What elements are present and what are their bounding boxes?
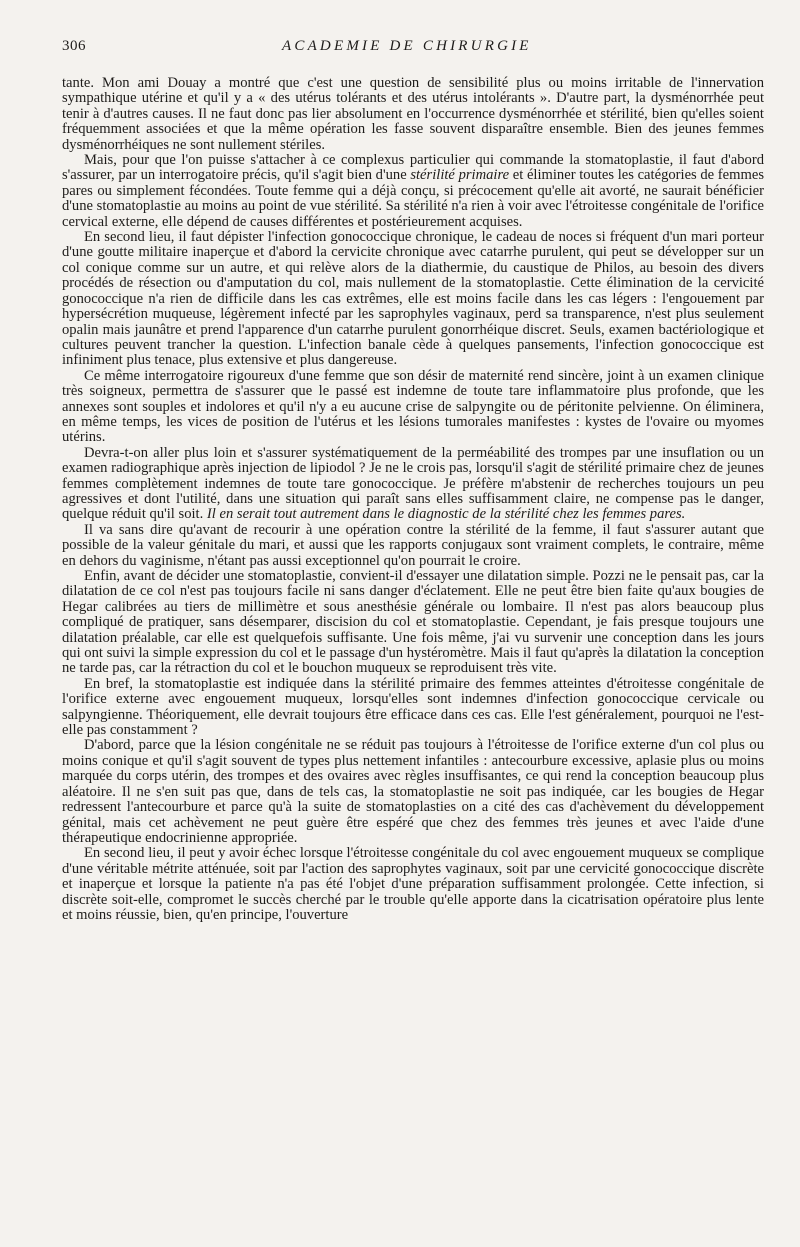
italic-sentence: Il en serait tout autrement dans le diagnostic de la stérilité chez les femmes pares. bbox=[206, 506, 686, 523]
paragraph-9: D'abord, parce que la lésion congénitale ne se réduit pas toujours à l'étroitesse de l'orifice externe d'un col plus ou moins conique et qu'il s'agit souvent de types plus nettement infantiles : antecourbure excessive, aplasie plus ou moins marquée du corps utérin, des trompes et des ovaires avec règles insuffisantes, ce qui rend la conception beaucoup plus aléatoire. Il ne s'en suit pas que, dans de tels cas, la stomatoplastie ne soit pas indiquée, car les bougies de Hegar redressent l'antecourbure et parce qu'à la suite de stomatoplasties on a cité des cas d'achèvement du développement génital, mais cet achèvement ne peut guère être espéré que chez des femmes très jeunes et avec l'aide d'une thérapeutique endocrinienne appropriée. bbox=[62, 737, 764, 846]
journal-title: ACADEMIE DE CHIRURGIE bbox=[282, 38, 532, 54]
paragraph-2: Mais, pour que l'on puisse s'attacher à ce complexus particulier qui commande la stomatoplastie, il faut d'abord s'assurer, par un interrogatoire précis, qu'il s'agit bien d'une stérilité primaire et éliminer toutes les catégories de femmes pares ou simplement fécondées. Toute femme qui a déjà conçu, si précocement qu'elle ait avorté, ne saurait bénéficier d'une stomatoplastie au moins au point de vue stérilité. Sa stérilité n'a rien à voir avec l'étroitesse congénitale de l'orifice cervical externe, elle dépend de causes différentes et postérieurement acquises. bbox=[62, 152, 765, 230]
paragraph-10: En second lieu, il peut y avoir échec lorsque l'étroitesse congénitale du col avec engouement muqueux se complique d'une véritable métrite atténuée, soit par l'action des saprophytes vaginaux, soit par une cervicité gonococcique discrète et inaperçue et lorsque la patiente n'a pas été l'objet d'une préparation suffisamment prolongée. Cette infection, si discrète soit-elle, compromet le succès cherché par le trouble qu'elle apporte dans la cicatrisation opératoire plus lente et moins réussie, bien, qu'en principe, l'ouverture bbox=[62, 845, 764, 923]
paragraph-7: Enfin, avant de décider une stomatoplastie, convient-il d'essayer une dilatation simple. Pozzi ne le pensait pas, car la dilatation de ce col n'est pas toujours facile ni sans danger d'éclatement. Elle ne peut être bien faite qu'aux bougies de Hegar calibrées au tiers de millimètre et sous anesthésie générale ou lombaire. Il n'est pas alors beaucoup plus compliqué de pratiquer, sans désemparer, discision du col et stomatoplastie. Cependant, je fais presque toujours une dilatation préalable, car elle est quelquefois suffisante. Une fois même, j'ai vu survenir une conception dans les jours qui ont suivi la simple expression du col et le passage d'un hystéromètre. Mais il faut qu'après la dilatation la conception ne tarde pas, car la rétraction du col et le bouchon muqueux se reproduisent très vite. bbox=[62, 568, 764, 677]
paragraph-4: Ce même interrogatoire rigoureux d'une femme que son désir de maternité rend sincère, joint à un examen clinique très soigneux, permettra de s'assurer que le passé est indemne de toute tare inflammatoire plus profonde, que les annexes sont souples et indolores et qu'il n'y a eu aucune crise de salpyngite ou de péritonite pelvienne. On éliminera, en même temps, les vices de position de l'utérus et les lésions tumorales manifestes : kystes de l'ovaire ou myomes utérins. bbox=[62, 367, 764, 446]
body-text bbox=[62, 76, 764, 923]
page-number: 306 bbox=[62, 38, 86, 54]
paragraph-8: En bref, la stomatoplastie est indiquée dans la stérilité primaire des femmes atteintes d'étroitesse congénitale de l'orifice externe avec engouement muqueux, lorsqu'elles sont indemnes d'infection gonococcique cervicale ou salpyngienne. Théoriquement, elle devrait toujours être efficace dans ces cas. Elle l'est généralement, pourquoi ne l'est-elle pas constamment ? bbox=[62, 675, 764, 739]
paragraph-5: Devra-t-on aller plus loin et s'assurer systématiquement de la perméabilité des trompes par une insuflation ou un examen radiographique après injection de lipiodol ? Je ne le crois pas, lorsqu'il s'agit de stérilité primaire chez de jeunes femmes complètement indemnes de toute tare gonococcique. Je préfère m'abstenir de recherches toujours un peu agressives et dont l'utilité, dans une situation qui paraît sans elles suffisamment claire, ne compense pas le danger, quelque réduit qu'il soit. Il en serait tout autrement dans le diagnostic de la stérilité chez les femmes pares. bbox=[62, 444, 764, 523]
paragraph-1: tante. Mon ami Douay a montré que c'est une question de sensibilité plus ou moins irritable de l'innervation sympathique utérine et qu'il y a « des utérus tolérants et des utérus intolérants ». D'autre part, la dysménorrhée peut tenir à d'autres causes. Il ne faut donc pas lier absolument en l'occurrence dysménorrhée et stérilité, bien qu'elles soient fréquemment associées et que la même opération les fasse souvent disparaître ensemble. Bien des jeunes femmes dysménorrhéiques ne sont nullement stériles. bbox=[62, 75, 764, 153]
paragraph-6: Il va sans dire qu'avant de recourir à une opération contre la stérilité de la femme, il faut s'assurer autant que possible de la valeur génitale du mari, et aussi que les rapports conjugaux sont vraiment complets, le contraire, même en dehors du vaginisme, n'étant pas aussi exceptionnel qu'on pourrait le croire. bbox=[62, 521, 764, 569]
running-head bbox=[62, 38, 764, 60]
italic-phrase: stérilité primaire bbox=[410, 167, 510, 184]
paragraph-3: En second lieu, il faut dépister l'infection gonococcique chronique, le cadeau de noces si fréquent d'un mari porteur d'une goutte militaire inaperçue et d'abord la cervicite chronique avec catarrhe purulent, qui peut se développer sur un col conique comme sur un autre, et qui relève alors de la diathermie, du caustique de Philos, au besoin des divers procédés de résection ou d'amputation du col, mais nullement de la stomatoplastie. Cette élimination de la cervicité gonococcique n'a rien de difficile dans les cas extrêmes, elle est moins facile dans les cas légers : l'engouement par hypersécrétion muqueuse, légèrement infecté par les saprophyles vaginaux, perd sa transparence, n'est plus seulement opalin mais jaunâtre et prend l'apparence d'un catarrhe purulent gonorrhéique discret. Seuls, examen bactériologique et cultures peuvent trancher la question. L'infection banale cède à quelques pansements, l'infection gonococcique est infiniment plus tenace, plus extensive et plus dangereuse. bbox=[62, 229, 764, 369]
